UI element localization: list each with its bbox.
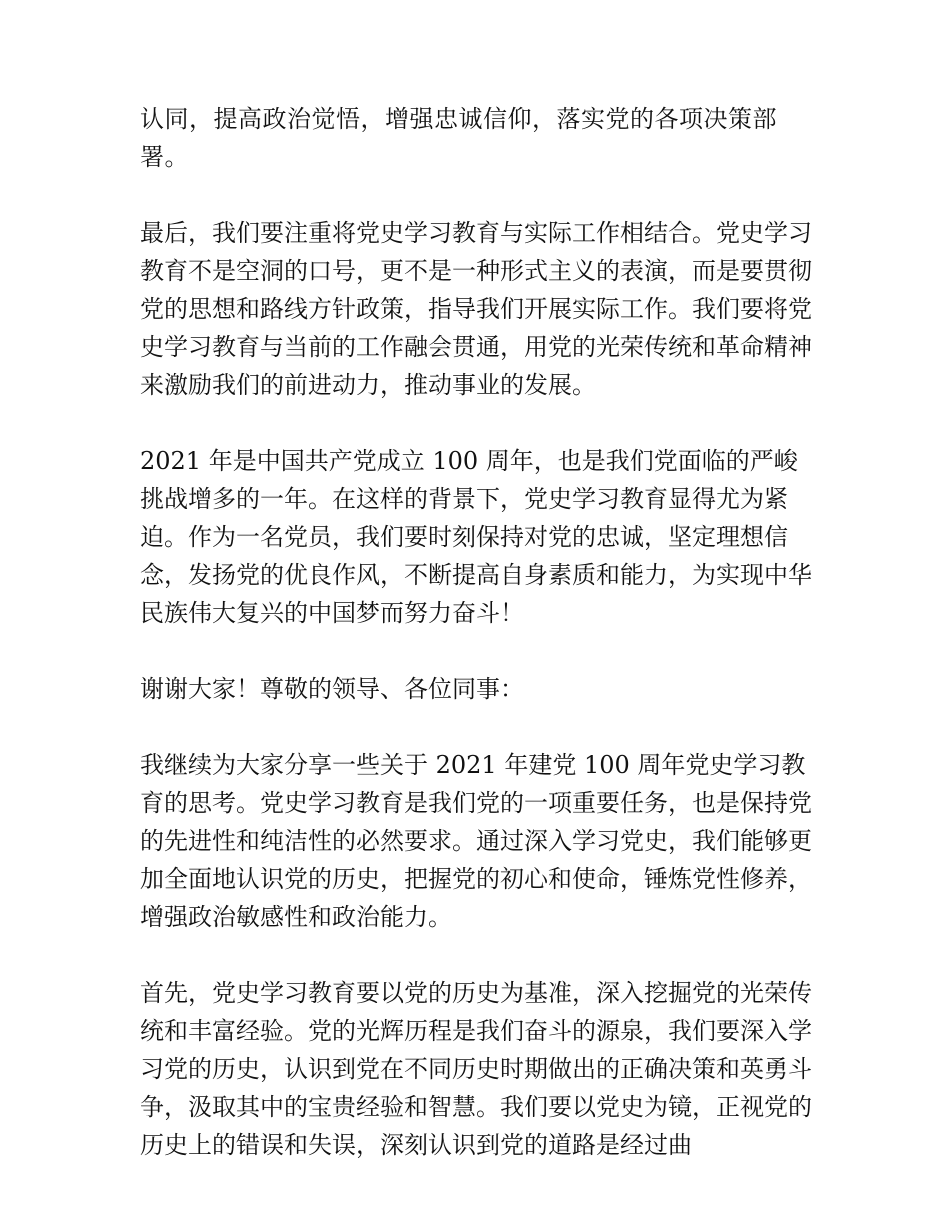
paragraph-3: 2021 年是中国共产党成立 100 周年，也是我们党面临的严峻挑战增多的一年。在这样的背景下，党史学习教育显得尤为紧迫。作为一名党员，我们要时刻保持对党的忠诚，坚定理想信念，发扬党的优良作风，不断提高自身素质和能力，为实现中华民族伟大复兴的中国梦而努力奋斗！	[140, 447, 812, 627]
paragraph-4: 谢谢大家！尊敬的领导、各位同事：	[140, 675, 524, 703]
paragraph-5: 我继续为大家分享一些关于 2021 年建党 100 周年党史学习教育的思考。党史学习教育是我们党的一项重要任务，也是保持党的先进性和纯洁性的必然要求。通过深入学习党史，我们能够更加全面地认识党的历史，把握党的初心和使命，锤炼党性修养，增强政治敏感性和政治能力。	[140, 751, 812, 931]
paragraph-1: 认同，提高政治觉悟，增强忠诚信仰，落实党的各项决策部署。	[140, 105, 777, 171]
paragraph-6: 首先，党史学习教育要以党的历史为基准，深入挖掘党的光荣传统和丰富经验。党的光辉历程是我们奋斗的源泉，我们要深入学习党的历史，认识到党在不同历史时期做出的正确决策和英勇斗争，汲取其中的宝贵经验和智慧。我们要以党史为镜，正视党的历史上的错误和失误，深刻认识到党的道路是经过曲	[140, 979, 812, 1159]
document-body	[140, 100, 820, 1202]
paragraph-2: 最后，我们要注重将党史学习教育与实际工作相结合。党史学习教育不是空洞的口号，更不是一种形式主义的表演，而是要贯彻党的思想和路线方针政策，指导我们开展实际工作。我们要将党史学习教育与当前的工作融会贯通，用党的光荣传统和革命精神来激励我们的前进动力，推动事业的发展。	[140, 219, 812, 399]
